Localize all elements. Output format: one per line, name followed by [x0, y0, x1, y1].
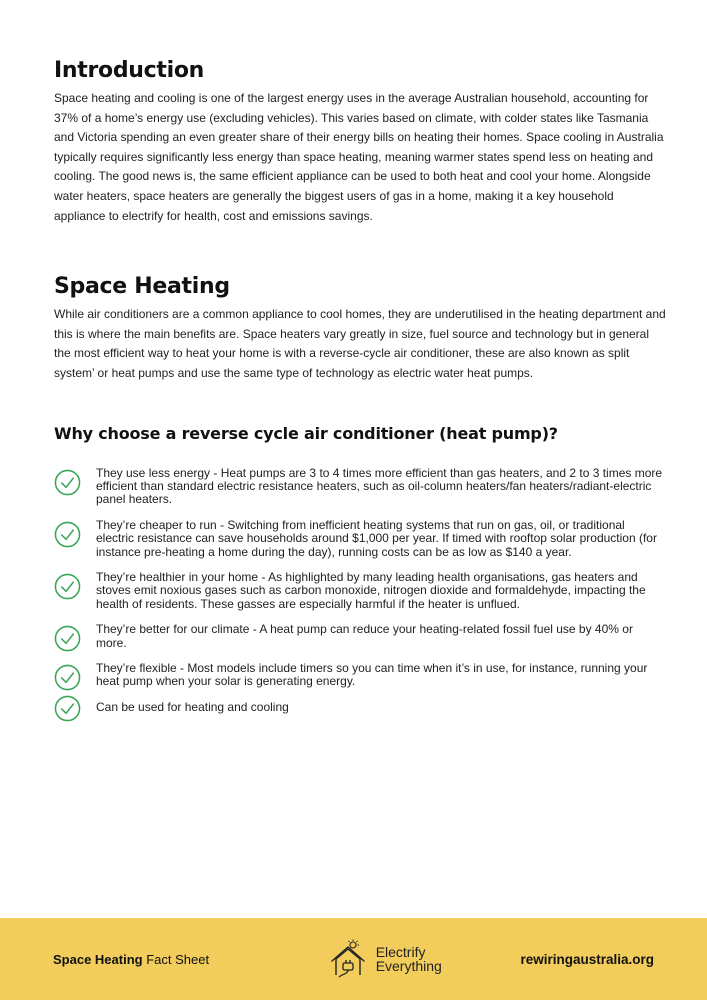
house-plug-icon	[328, 939, 372, 979]
logo-line-2: Everything	[375, 958, 442, 974]
check-circle-icon	[54, 695, 81, 722]
fact-sheet-title-bold: Space Heating	[53, 951, 143, 967]
benefit-text: They’re healthier in your home - As highlighted by many leading health organisations, gas heaters and stoves emit noxious gases such as carbon monoxide, nitrogen dioxide and formaldehyde, impacting the health of residents. These gasses are especially harmful if the heater is unflued.	[96, 569, 646, 611]
list-item	[54, 701, 666, 714]
list-item	[54, 571, 666, 611]
space-heating-heading: Space Heating	[54, 274, 230, 300]
list-item	[54, 662, 666, 689]
benefit-text: They’re cheaper to run - Switching from inefficient heating systems that run on gas, oil, or traditional electric resistance can save households around $1,000 per year. If timed with rooftop solar production (for instance pre-heating a home during the day), running costs can be as low as $140 a year.	[96, 517, 657, 559]
logo-text	[376, 945, 442, 973]
introduction-heading: Introduction	[54, 58, 205, 83]
electrify-everything-logo	[328, 939, 442, 979]
benefit-text: They use less energy - Heat pumps are 3 to 4 times more efficient than gas heaters, and 2 to 3 times more efficient than standard electric resistance heaters, such as oil-column heaters/fan heaters/radiant-electric panel heaters.	[96, 465, 663, 507]
check-circle-icon	[54, 521, 81, 548]
list-item	[54, 519, 666, 559]
introduction-paragraph: Space heating and cooling is one of the largest energy uses in the average Australian household, accounting for 37% of a home’s energy use (excluding vehicles). This varies based on climate, with colder states like Tasmania and Victoria spending an even greater share of their energy bills on heating their homes. Space cooling in Australia typically requires significantly less energy than space heating, meaning warmer states spend less on heating and cooling. The good news is, the same efficient appliance can be used to both heat and cool your home. Alongside water heaters, space heaters are generally the biggest users of gas in a home, making it a key household appliance to electrify for health, cost and emissions savings.	[54, 91, 664, 223]
website-link[interactable]: rewiringaustralia.org	[520, 951, 654, 967]
check-circle-icon	[54, 625, 81, 652]
list-item	[54, 467, 666, 507]
space-heating-paragraph: While air conditioners are a common appliance to cool homes, they are underutilised in the heating department and this is where the main benefits are. Space heaters vary greatly in size, fuel source and technology but in general the most efficient way to heat your home is with a reverse-cycle air conditioner, these are also known as split system’ or heat pumps and use the same type of technology as electric water heat pumps.	[54, 307, 666, 380]
benefit-text: They’re flexible - Most models include timers so you can time when it’s in use, for instance, running your heat pump when your solar is generating energy.	[96, 661, 648, 689]
main-content	[54, 56, 666, 726]
check-circle-icon	[54, 469, 81, 496]
fact-sheet-label	[53, 952, 209, 967]
benefit-text: Can be used for heating and cooling	[96, 699, 289, 714]
why-heat-pump-heading: Why choose a reverse cycle air conditioner (heat pump)?	[54, 423, 558, 443]
check-circle-icon	[54, 664, 81, 691]
list-item	[54, 623, 666, 650]
check-circle-icon	[54, 573, 81, 600]
logo-line-1: Electrify	[375, 944, 426, 960]
benefits-list	[54, 467, 666, 715]
footer-bar	[0, 918, 707, 1000]
fact-sheet-title-rest: Fact Sheet	[142, 951, 210, 967]
benefit-text: They’re better for our climate - A heat pump can reduce your heating-related fossil fuel use by 40% or more.	[96, 622, 633, 650]
